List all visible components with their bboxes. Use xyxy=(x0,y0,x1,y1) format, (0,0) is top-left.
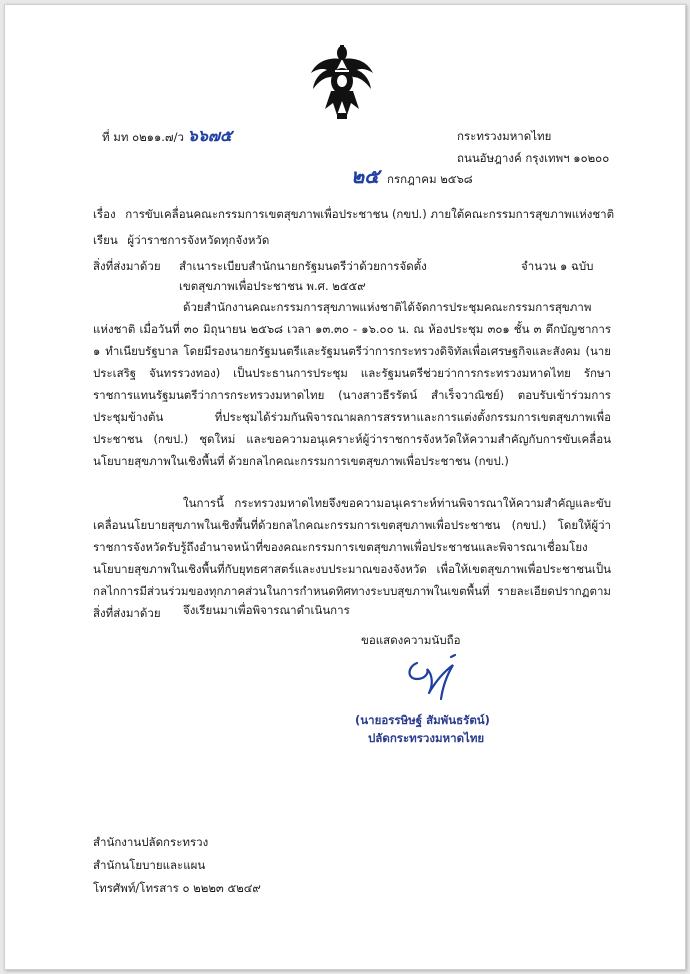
body-paragraph-1 xyxy=(93,296,611,472)
date-day-handwritten: ๒๕ xyxy=(351,164,380,188)
body-paragraph-1-text: ด้วยสำนักงานคณะกรรมการสุขภาพแห่งชาติได้จัดการประชุมคณะกรรมการสุขภาพแห่งชาติ เมื่อวันที่ ๓๐ มิถุนายน ๒๕๖๘ เวลา ๑๓.๓๐ - ๑๖.๐๐ น. ณ ห้องประชุม ๓๐๑ ชั้น ๓ ตึกบัญชาการ ๑ ทำเนียบรัฐบาล โดยมีรองนายกรัฐมนตรีและรัฐมนตรีว่าการกระทรวงดิจิทัลเพื่อเศรษฐกิจและสังคม (นายประเสริฐ จันทรรวงทอง) เป็นประธานการประชุม และรัฐมนตรีช่วยว่าการกระทรวงมหาดไทย รักษาราชการแทนรัฐมนตรีว่าการกระทรวงมหาดไทย (นางสาวธีรรัตน์ สำเร็จวาณิชย์) ตอบรับเข้าร่วมการประชุมข้างต้น ที่ประชุมได้ร่วมกันพิจารณาผลการสรรหาและการแต่งตั้งกรรมการเขตสุขภาพเพื่อประชาชน (กขป.) ชุดใหม่ และขอความอนุเคราะห์ผู้ว่าราชการจังหวัดให้ความสำคัญกับการขับเคลื่อนนโยบายสุขภาพในเชิงพื้นที่ ด้วยกลไกคณะกรรมการเขตสุขภาพเพื่อประชาชน (กขป.) xyxy=(93,300,611,468)
body-paragraph-2 xyxy=(93,492,611,624)
recipient-text: ผู้ว่าราชการจังหวัดทุกจังหวัด xyxy=(127,233,270,247)
signatory-name: (นายอรรษิษฐ์ สัมพันธรัตน์) xyxy=(355,713,490,727)
garuda-emblem-icon xyxy=(307,43,377,123)
date-month-year: กรกฎาคม ๒๕๖๘ xyxy=(386,172,473,186)
reference-number-printed: ๐๒๑๑.๗/ว xyxy=(132,130,184,144)
signatory-title: ปลัดกระทรวงมหาดไทย xyxy=(368,731,485,745)
recipient-line xyxy=(93,233,269,247)
enclosure-line-1: สำเนาระเบียบสำนักนายกรัฐมนตรีว่าด้วยการจัดตั้ง xyxy=(179,259,427,273)
body-paragraph-3: จึงเรียนมาเพื่อพิจารณาดำเนินการ xyxy=(183,603,350,617)
enclosure-line-2: เขตสุขภาพเพื่อประชาชน พ.ศ. ๒๕๕๙ xyxy=(179,279,366,293)
footer-division: สำนักนโยบายและแผน xyxy=(93,858,206,872)
letter-date xyxy=(351,164,473,188)
recipient-label: เรียน xyxy=(93,233,118,247)
signature-icon xyxy=(403,649,473,705)
enclosure-label: สิ่งที่ส่งมาด้วย xyxy=(93,259,161,273)
footer-phone: โทรศัพท์/โทรสาร ๐ ๒๒๒๓ ๕๒๔๙ xyxy=(93,881,261,895)
subject-label: เรื่อง xyxy=(93,207,116,221)
letter-page xyxy=(4,4,686,970)
closing-text: ขอแสดงความนับถือ xyxy=(361,633,461,647)
sender-address: ถนนอัษฎางค์ กรุงเทพฯ ๑๐๒๐๐ xyxy=(457,151,610,165)
subject-line xyxy=(93,207,614,221)
reference-number-handwritten: ๖๖๗๕ xyxy=(187,126,233,145)
footer-office: สำนักงานปลัดกระทรวง xyxy=(93,835,209,849)
enclosure-count: จำนวน ๑ ฉบับ xyxy=(521,259,594,273)
reference-number xyxy=(102,126,233,145)
body-paragraph-2-text: ในการนี้ กระทรวงมหาดไทยจึงขอความอนุเคราะห์ท่านพิจารณาให้ความสำคัญและขับเคลื่อนนโยบายสุขภาพในเชิงพื้นที่ด้วยกลไกคณะกรรมการเขตสุขภาพเพื่อประชาชน (กขป.) โดยให้ผู้ว่าราชการจังหวัดรับรู้ถึงอำนาจหน้าที่ของคณะกรรมการเขตสุขภาพเพื่อประชาชนและพิจารณาเชื่อมโยงนโยบายสุขภาพในเชิงพื้นที่กับยุทธศาสตร์และงบประมาณของจังหวัด เพื่อให้เขตสุขภาพเพื่อประชาชนเป็นกลไกการมีส่วนร่วมของทุกภาคส่วนในการกำหนดทิศทางระบบสุขภาพในเขตพื้นที่ รายละเอียดปรากฏตามสิ่งที่ส่งมาด้วย xyxy=(93,496,611,620)
reference-label: ที่ มท xyxy=(102,130,129,144)
subject-text: การขับเคลื่อนคณะกรรมการเขตสุขภาพเพื่อประชาชน (กขป.) ภายใต้คณะกรรมการสุขภาพแห่งชาติ xyxy=(125,207,615,221)
sender-org: กระทรวงมหาดไทย xyxy=(457,129,552,143)
